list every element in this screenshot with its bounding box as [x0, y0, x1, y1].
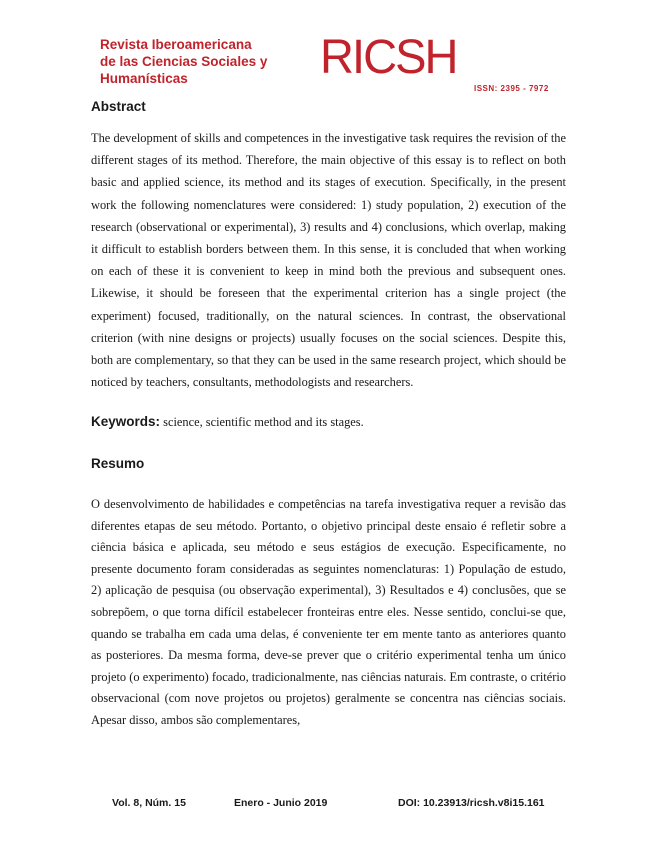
resumo-heading: Resumo — [91, 456, 145, 471]
abstract-heading: Abstract — [91, 99, 146, 114]
keywords — [91, 412, 566, 432]
journal-name-line3: Humanísticas — [100, 71, 188, 86]
journal-logo: RICSH — [320, 31, 457, 84]
keywords-label: Keywords: — [91, 414, 161, 429]
resumo-text: O desenvolvimento de habilidades e competências na tarefa investigativa requer a revisão das diferentes etapas de seu método. Portanto, o objetivo principal deste ensaio é refletir sobre a ciência básica e aplicada, seu método e seus estágios de execução. Especificamente, no presente documento foram consideradas as seguintes nomenclaturas: 1) População de estudo, 2) aplicação de pesquisa (ou observação experimental), 3) Resultados e 4) conclusões, que se sobrepõem, o que torna difícil estabelecer fronteiras entre eles. Nesse sentido, conclui-se que, quando se trabalha em cada uma delas, é conveniente ter em mente tanto as anteriores quanto as posteriores. Da mesma forma, deve-se prever que o critério experimental tenha um único projeto (o experimento) focado, tradicionalmente, nas ciências naturais. Em contraste, o critério observacional (com nove projetos ou projetos) geralmente se concentra nas ciências sociais. Apesar disso, ambos são complementares, — [91, 497, 566, 727]
page-footer — [0, 797, 655, 813]
issn: ISSN: 2395 - 7972 — [474, 84, 549, 93]
footer-doi: DOI: 10.23913/ricsh.v8i15.161 — [398, 797, 545, 809]
footer-volume: Vol. 8, Núm. 15 — [112, 797, 186, 809]
footer-date: Enero - Junio 2019 — [234, 797, 328, 809]
journal-name-line1: Revista Iberoamericana — [100, 37, 252, 52]
abstract-text: The development of skills and competences in the investigative task requires the revision of the different stages of its method. Therefore, the main objective of this essay is to reflect on both basic and applied science, its method and its stages of execution. Specifically, in the present work the following nomenclatures were considered: 1) study population, 2) execution of the research (observational or experimental), 3) results and 4) conclusions, which overlap, making it difficult to establish borders between them. In this sense, it is concluded that when working on each of these it is convenient to keep in mind both the previous and subsequent ones. Likewise, it should be foreseen that the experimental criterion has a single project (the experiment) focused, traditionally, on the natural sciences. In contrast, the observational criterion (with nine designs or projects) usually focuses on the social sciences. Despite this, both are complementary, so that they can be used in the same research project, which should be noticed by teachers, consultants, methodologists and researchers. — [91, 131, 566, 390]
journal-name-line2: de las Ciencias Sociales y — [100, 54, 268, 69]
journal-name — [100, 36, 267, 87]
keywords-text: science, scientific method and its stages. — [160, 415, 364, 429]
